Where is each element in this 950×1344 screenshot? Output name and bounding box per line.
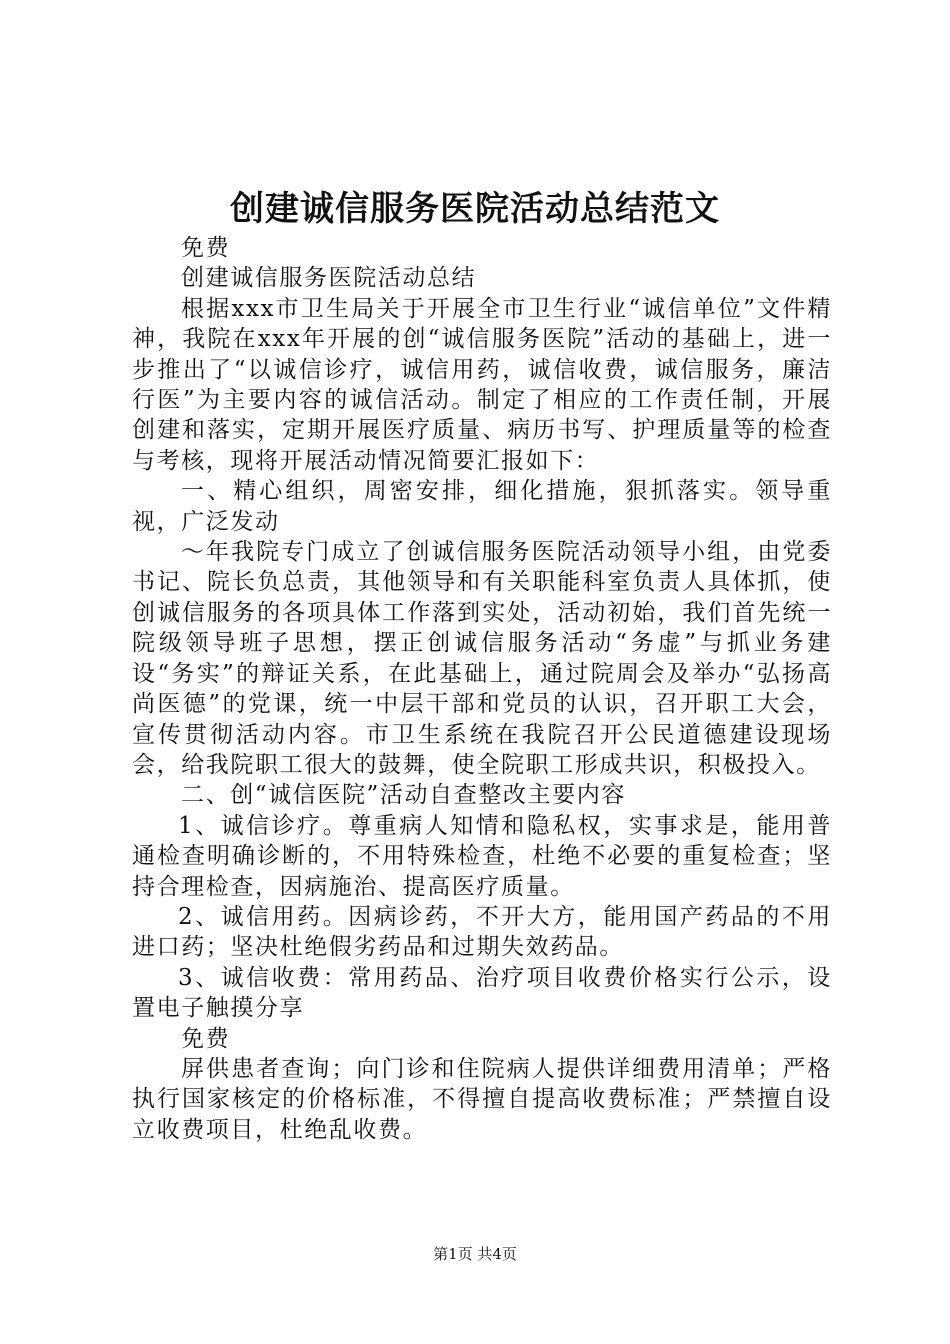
document-body (132, 233, 832, 1145)
section-heading-2: 二、创“诚信医院”活动自查整改主要内容 (181, 782, 626, 809)
list-item-3: 3、诚信收费：常用药品、治疗项目收费价格实行公示，设置电子触摸分享 (132, 964, 832, 1022)
list-item-1: 1、诚信诊疗。尊重病人知情和隐私权，实事求是，能用普通检查明确诊断的，不用特殊检查，杜绝不必要的重复检查；坚持合理检查，因病施治、提高医疗质量。 (132, 812, 832, 900)
free-label-2: 免费 (181, 1025, 231, 1052)
section-1-paragraph: ～年我院专门成立了创诚信服务医院活动领导小组，由党委书记、院长负总责，其他领导和有关职能科室负责人具体抓，使创诚信服务的各项具体工作落到实处，活动初始，我们首先统一院级领导班子思想，摆正创诚信服务活动“务虚”与抓业务建设“务实”的辩证关系，在此基础上，通过院周会及举办“弘扬高尚医德”的党课，统一中层干部和党员的认识，召开职工大会，宣传贯彻活动内容。市卫生系统在我院召开公民道德建设现场会，给我院职工很大的鼓舞，使全院职工形成共识，积极投入。 (132, 539, 832, 778)
document-title: 创建诚信服务医院活动总结范文 (230, 189, 720, 229)
section-heading-1: 一、精心组织，周密安排，细化措施，狠抓落实。领导重视，广泛发动 (132, 478, 832, 535)
page-footer: 第1页 共4页 (433, 1245, 517, 1263)
free-label: 免费 (181, 235, 231, 261)
intro-paragraph: 根据xxx市卫生局关于开展全市卫生行业“诚信单位”文件精神，我院在xxx年开展的创“诚信服务医院”活动的基础上，进一步推出了“以诚信诊疗，诚信用药，诚信收费，诚信服务，廉洁行医”为主要内容的诚信活动。制定了相应的工作责任制，开展创建和落实，定期开展医疗质量、病历书写、护理质量等的检查与考核，现将开展活动情况简要汇报如下： (132, 295, 832, 474)
list-item-2: 2、诚信用药。因病诊药，不开大方，能用国产药品的不用进口药；坚决杜绝假劣药品和过期失效药品。 (132, 903, 832, 961)
continuation-paragraph: 屏供患者查询；向门诊和住院病人提供详细费用清单；严格执行国家核定的价格标准，不得擅自提高收费标准；严禁擅自设立收费项目，杜绝乱收费。 (132, 1055, 832, 1143)
subtitle: 创建诚信服务医院活动总结 (181, 265, 477, 292)
